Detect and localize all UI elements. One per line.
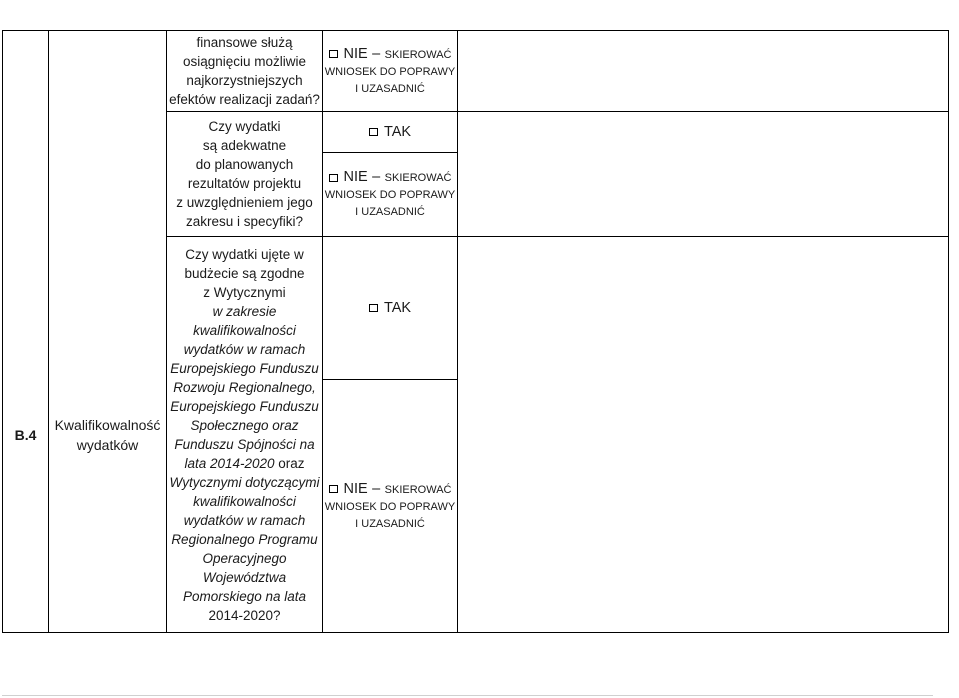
question-1-cell <box>167 31 322 111</box>
option-nie-label: NIE <box>343 480 368 497</box>
q2-line: do planowanych <box>195 157 294 172</box>
q3-line: Wytycznymi dotyczącymi <box>169 474 320 490</box>
q3-line: 2014-2020? <box>208 607 281 623</box>
q3-line: Europejskiego Funduszu <box>170 360 319 376</box>
q3-line: budżecie są zgodne <box>184 265 305 281</box>
option-nie-cell-2 <box>323 153 457 236</box>
q3-line: Funduszu Spójności na <box>174 436 315 452</box>
option-line2: WNIOSEK DO POPRAWY <box>324 500 456 513</box>
q3-line: Europejskiego Funduszu <box>170 398 319 414</box>
col-border-4 <box>457 30 458 633</box>
checkbox-tak[interactable] <box>369 304 378 312</box>
section-code: B.4 <box>14 426 37 443</box>
q1-line: efektów realizacji zadań? <box>169 92 320 107</box>
q3-line: lata 2014-2020 oraz <box>184 455 305 471</box>
q3-line: wydatków w ramach <box>183 512 306 528</box>
q1-line: finansowe służą <box>196 35 293 50</box>
q3-line: Operacyjnego <box>202 550 287 566</box>
q3-line: Rozwoju Regionalnego, <box>173 379 316 395</box>
dash: – <box>372 169 381 185</box>
option-line2: WNIOSEK DO POPRAWY <box>324 65 456 78</box>
q1-line: osiągnięciu możliwie <box>182 54 307 69</box>
option-nie-label: NIE <box>343 169 368 185</box>
option-tak-cell-3 <box>323 237 457 379</box>
q3-line: w zakresie <box>212 303 277 319</box>
category-line-2: wydatków <box>76 436 139 453</box>
q3-line: Województwa <box>202 569 287 585</box>
table-top-border <box>2 30 949 31</box>
q3-line: Pomorskiego na lata <box>182 588 307 604</box>
option-skierowac: SKIEROWAĆ <box>384 483 452 496</box>
option-tak-cell-2 <box>323 112 457 152</box>
question-2-cell <box>167 112 322 236</box>
q2-line: Czy wydatki <box>208 119 281 134</box>
option-line3: I UZASADNIĆ <box>355 82 425 95</box>
q2-line: są adekwatne <box>202 138 287 153</box>
option-skierowac: SKIEROWAĆ <box>384 48 452 61</box>
checkbox-nie[interactable] <box>329 485 338 493</box>
checkbox-nie[interactable] <box>329 50 338 58</box>
bottom-rule <box>2 695 933 696</box>
q3-line: Społecznego oraz <box>190 417 299 433</box>
option-nie-cell-3 <box>323 380 457 632</box>
option-tak-label: TAK <box>383 300 412 316</box>
table-bottom-border <box>2 632 949 633</box>
q3-line: wydatków w ramach <box>183 341 306 357</box>
q3-line: kwalifikowalności <box>193 322 296 338</box>
q3-line: Czy wydatki ujęte w <box>185 246 304 262</box>
option-nie-cell-1 <box>323 31 457 111</box>
option-nie-label: NIE <box>343 45 368 62</box>
option-tak-label: TAK <box>383 124 412 140</box>
q1-line: najkorzystniejszych <box>186 73 303 88</box>
dash: – <box>372 480 381 497</box>
q3-line: kwalifikowalności <box>193 493 296 509</box>
category-cell <box>49 237 166 632</box>
option-line3: I UZASADNIĆ <box>355 517 425 530</box>
q3-line: Regionalnego Programu <box>171 531 318 547</box>
question-3-cell <box>167 237 322 632</box>
dash: – <box>372 45 381 62</box>
category-line-1: Kwalifikowalność <box>54 416 161 433</box>
q3-line: z Wytycznymi <box>203 284 286 300</box>
option-skierowac: SKIEROWAĆ <box>384 172 452 184</box>
checkbox-tak[interactable] <box>369 128 378 136</box>
q2-line: rezultatów projektu <box>187 176 302 191</box>
checkbox-nie[interactable] <box>329 174 338 182</box>
q2-line: z uwzględnieniem jego <box>176 195 313 210</box>
col-border-right <box>948 30 949 633</box>
q3-oraz: oraz <box>274 455 305 471</box>
q2-line: zakresu i specyfiki? <box>185 214 304 229</box>
option-line3: I UZASADNIĆ <box>355 206 425 218</box>
section-code-cell <box>3 237 48 632</box>
option-line2: WNIOSEK DO POPRAWY <box>324 189 456 201</box>
